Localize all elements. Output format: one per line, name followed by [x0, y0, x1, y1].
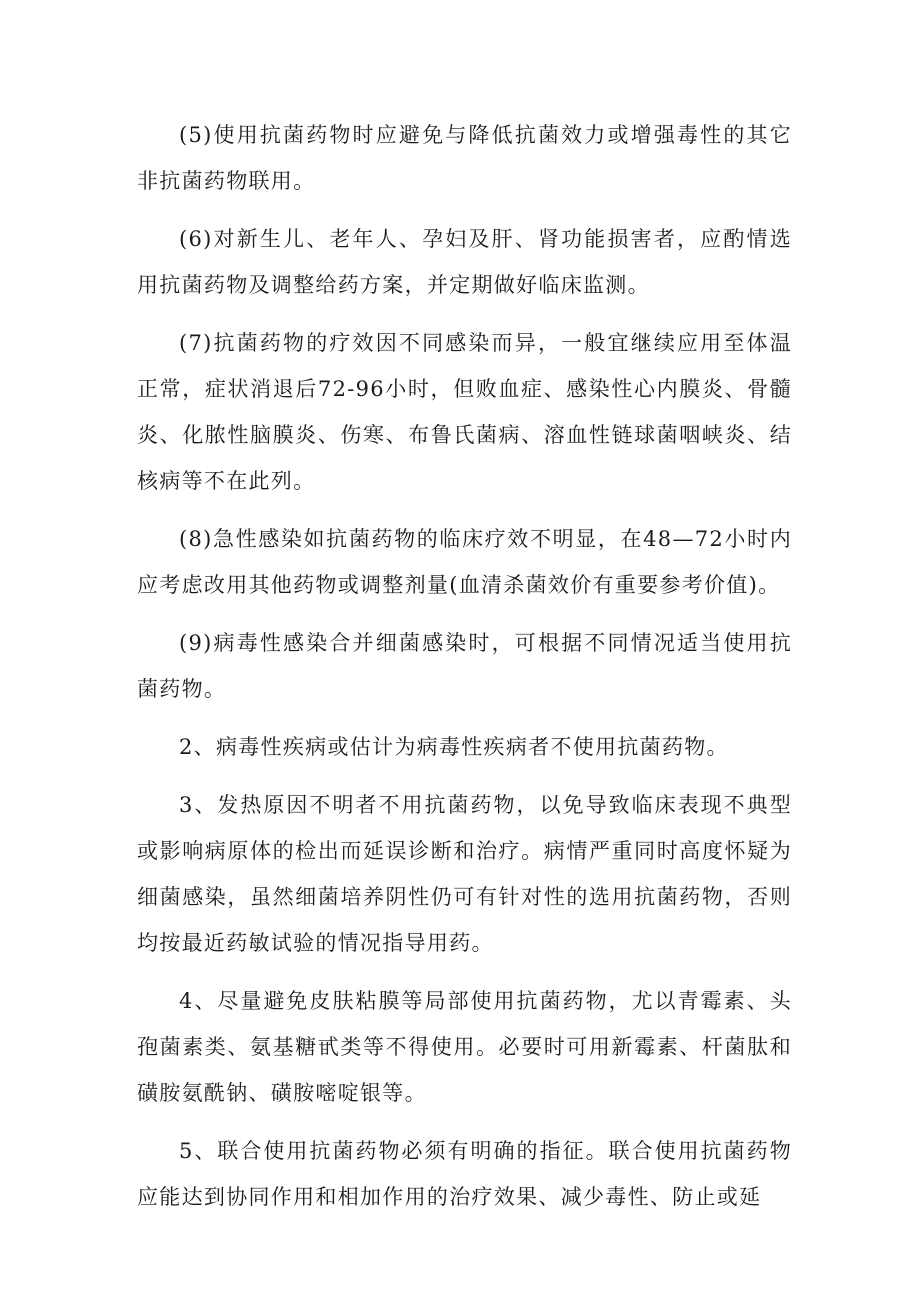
paragraph-item-5: (5)使用抗菌药物时应避免与降低抗菌效力或增强毒性的其它非抗菌药物联用。	[137, 123, 792, 193]
paragraph-item-8: (8)急性感染如抗菌药物的临床疗效不明显，在48—72小时内应考虑改用其他药物或调整剂量(血清杀菌效价有重要参考价值)。	[137, 527, 792, 597]
paragraph-item-7: (7)抗菌药物的疗效因不同感染而异，一般宜继续应用至体温正常，症状消退后72-96小时，但败血症、感染性心内膜炎、骨髓炎、化脓性脑膜炎、伤寒、布鲁氏菌病、溶血性链球菌咽峡炎、结核病等不在此列。	[137, 331, 792, 493]
paragraph-section-3: 3、发热原因不明者不用抗菌药物，以免导致临床表现不典型或影响病原体的检出而延误诊断和治疗。病情严重同时高度怀疑为细菌感染，虽然细菌培养阴性仍可有针对性的选用抗菌药物，否则均按最近药敏试验的情况指导用药。	[137, 793, 792, 955]
paragraph-section-5: 5、联合使用抗菌药物必须有明确的指征。联合使用抗菌药物应能达到协同作用和相加作用的治疗效果、减少毒性、防止或延	[137, 1139, 792, 1209]
paragraph-item-9: (9)病毒性感染合并细菌感染时，可根据不同情况适当使用抗菌药物。	[137, 631, 792, 701]
document-body	[137, 112, 792, 1232]
paragraph-section-2: 2、病毒性疾病或估计为病毒性疾病者不使用抗菌药物。	[179, 735, 729, 759]
paragraph-section-4: 4、尽量避免皮肤粘膜等局部使用抗菌药物，尤以青霉素、头孢菌素类、氨基糖甙类等不得使用。必要时可用新霉素、杆菌肽和磺胺氨酰钠、磺胺嘧啶银等。	[137, 989, 792, 1105]
paragraph-item-6: (6)对新生儿、老年人、孕妇及肝、肾功能损害者，应酌情选用抗菌药物及调整给药方案，并定期做好临床监测。	[137, 227, 792, 297]
